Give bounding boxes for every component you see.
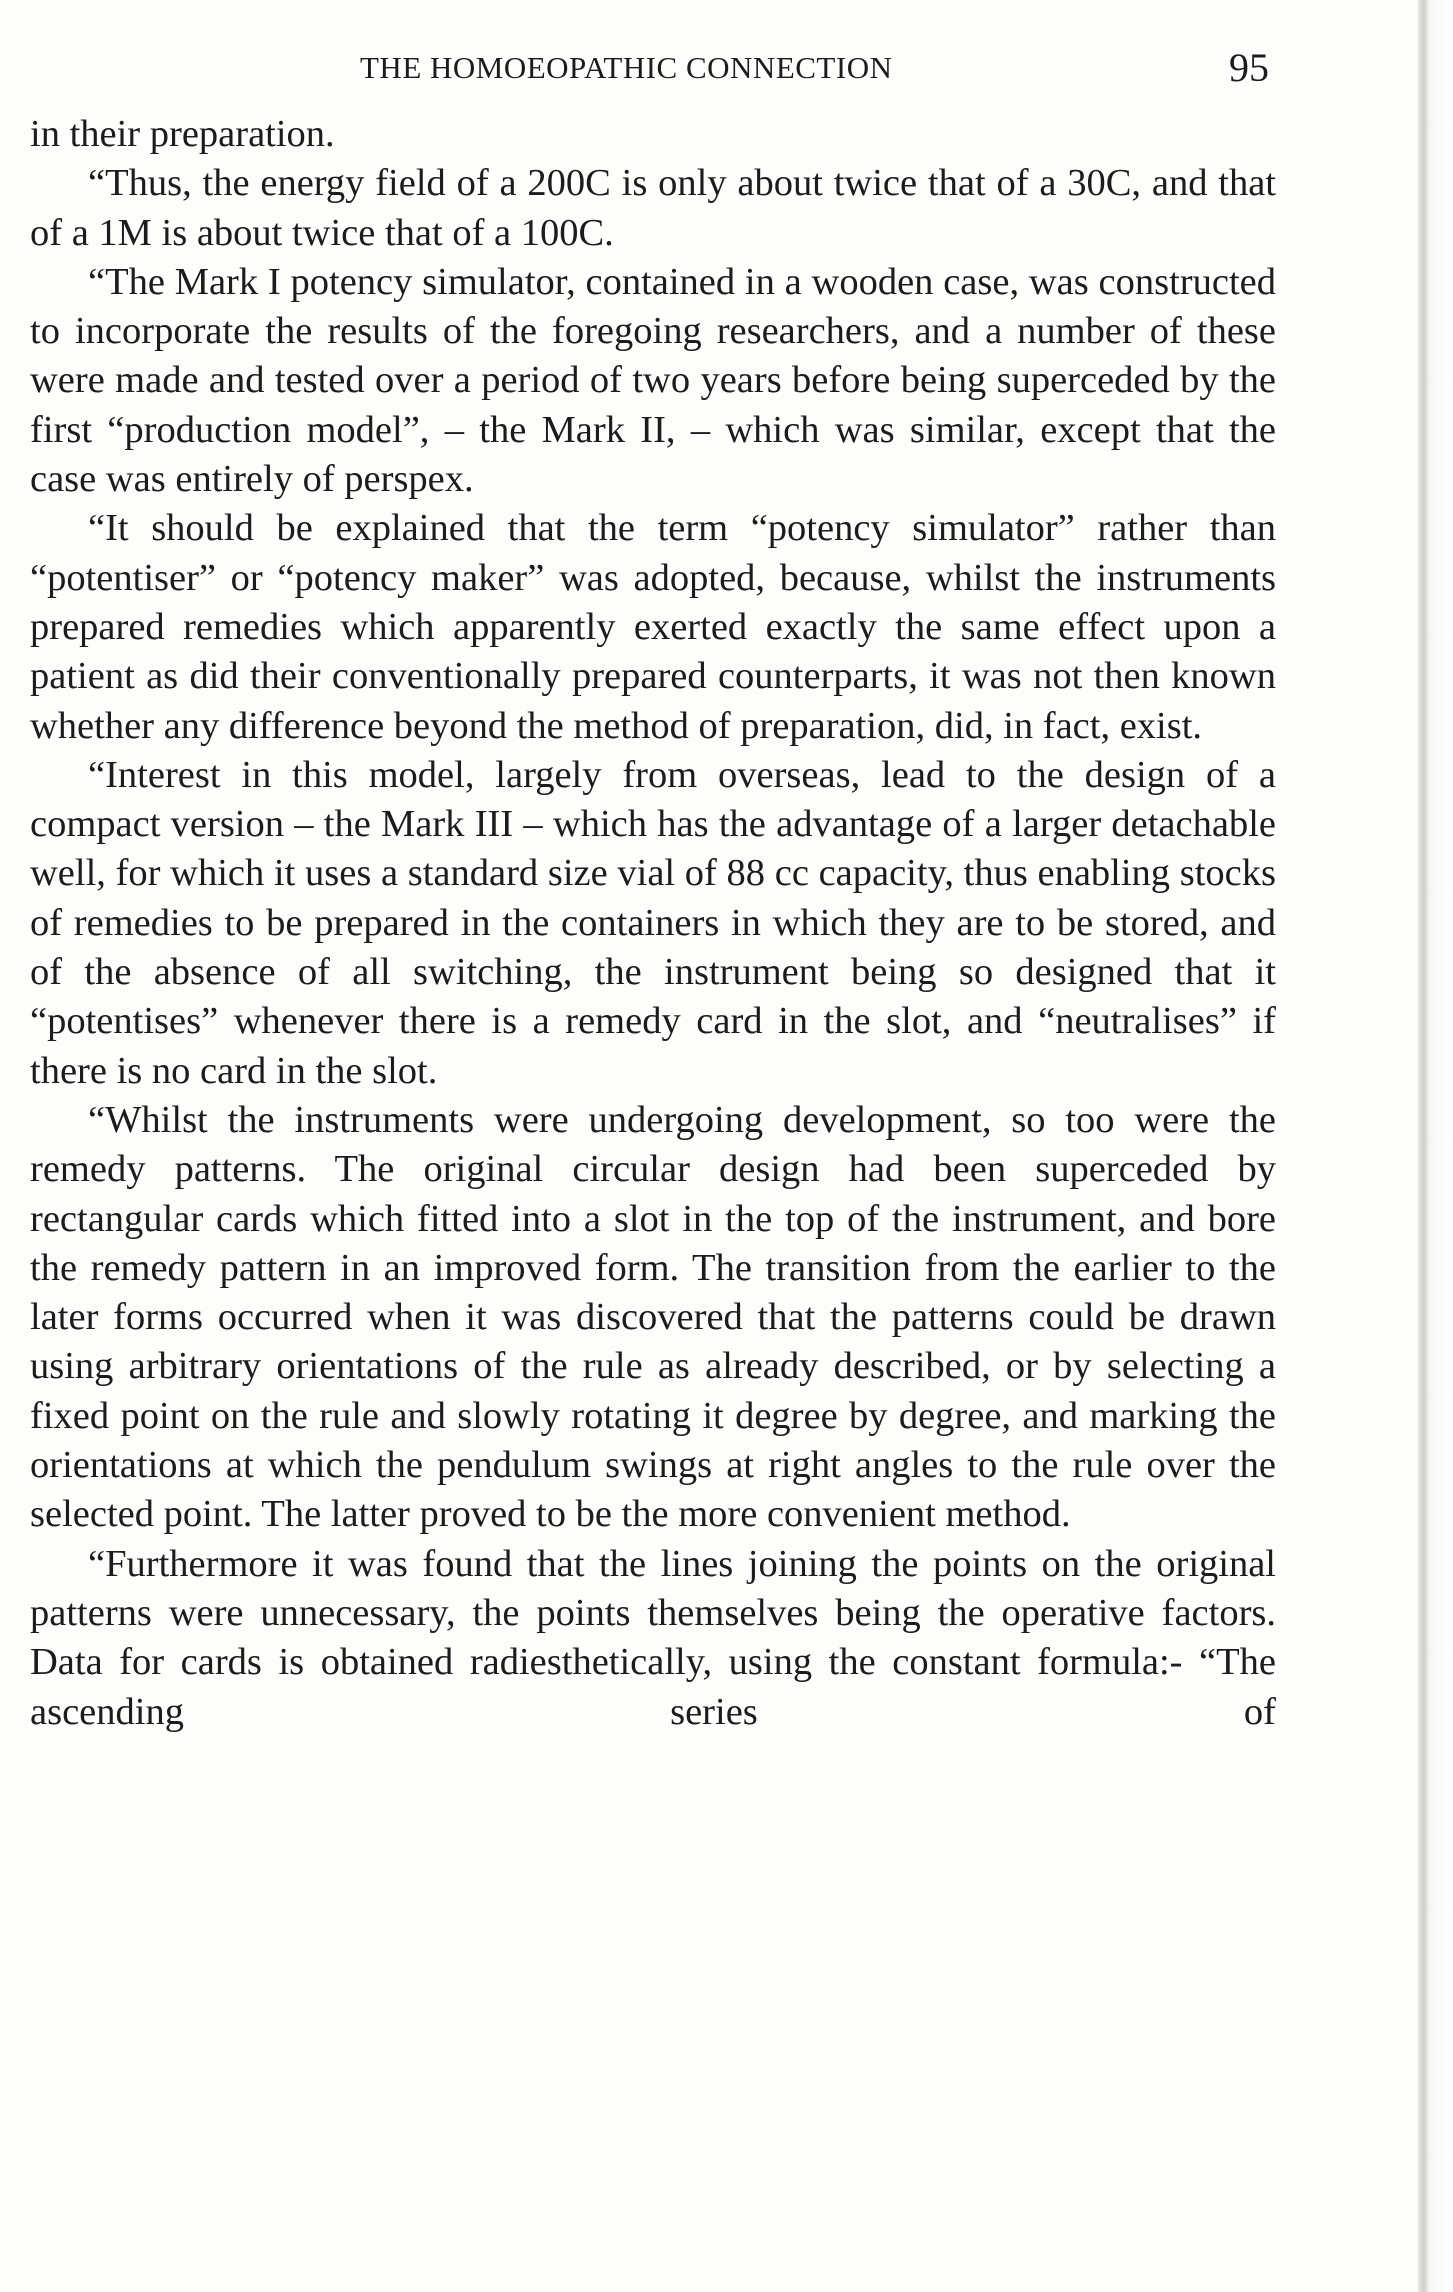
paragraph-remedy-patterns: “Whilst the instruments were undergoing development, so too were the remedy patterns. The original circular design had been superceded by rectangular cards which fitted into a slot in the top of the instrument, and bore the remedy pattern in an improved form. The transition from the earlier to the later forms occurred when it was discovered that the patterns could be drawn using arbitrary orientations of the rule as already described, or by selecting a fixed point on the rule and slowly rotating it degree by degree, and marking the orientations at which the pendulum swings at right angles to the rule over the selected point. The latter proved to be the more convenient method. xyxy=(30,1098,1276,1536)
paragraph-continuation: in their preparation. xyxy=(30,113,335,155)
paragraph-card-data: “Furthermore it was found that the lines joining the points on the original patterns were unnecessary, the points themselves being the operative factors. Data for cards is obtained radiesthetically, using the constant formula:- “The ascending series of xyxy=(30,1542,1276,1733)
page-edge xyxy=(1418,0,1453,2292)
page-number: 95 xyxy=(1229,45,1269,90)
running-head: THE HOMOEOPATHIC CONNECTION xyxy=(360,50,893,85)
paragraph-energy-field: “Thus, the energy field of a 200C is only about twice that of a 30C, and that of a 1M is about twice that of a 100C. xyxy=(30,162,1276,254)
paragraph-potency-simulator-term: “It should be explained that the term “potency simulator” rather than “potentiser” or “potency maker” was adopted, because, whilst the instruments prepared remedies which apparently exerted exactly the same effect upon a patient as did their conventionally prepared counterparts, it was not then known whether any difference beyond the method of preparation, did, in fact, exist. xyxy=(30,507,1276,747)
body-text xyxy=(30,110,1276,1737)
paragraph-mark-iii: “Interest in this model, largely from overseas, lead to the design of a compact version – the Mark III – which has the advantage of a larger detachable well, for which it uses a standard size vial of 88 cc capacity, thus enabling stocks of remedies to be prepared in the containers in which they are to be stored, and of the absence of all switching, the instrument being so designed that it “potentises” whenever there is a remedy card in the slot, and “neutralises” if there is no card in the slot. xyxy=(30,753,1276,1092)
paragraph-mark-i: “The Mark I potency simulator, contained in a wooden case, was constructed to incorporate the results of the foregoing researchers, and a number of these were made and tested over a period of two years before being superceded by the first “production model”, – the Mark II, – which was similar, except that the case was entirely of perspex. xyxy=(30,260,1276,501)
